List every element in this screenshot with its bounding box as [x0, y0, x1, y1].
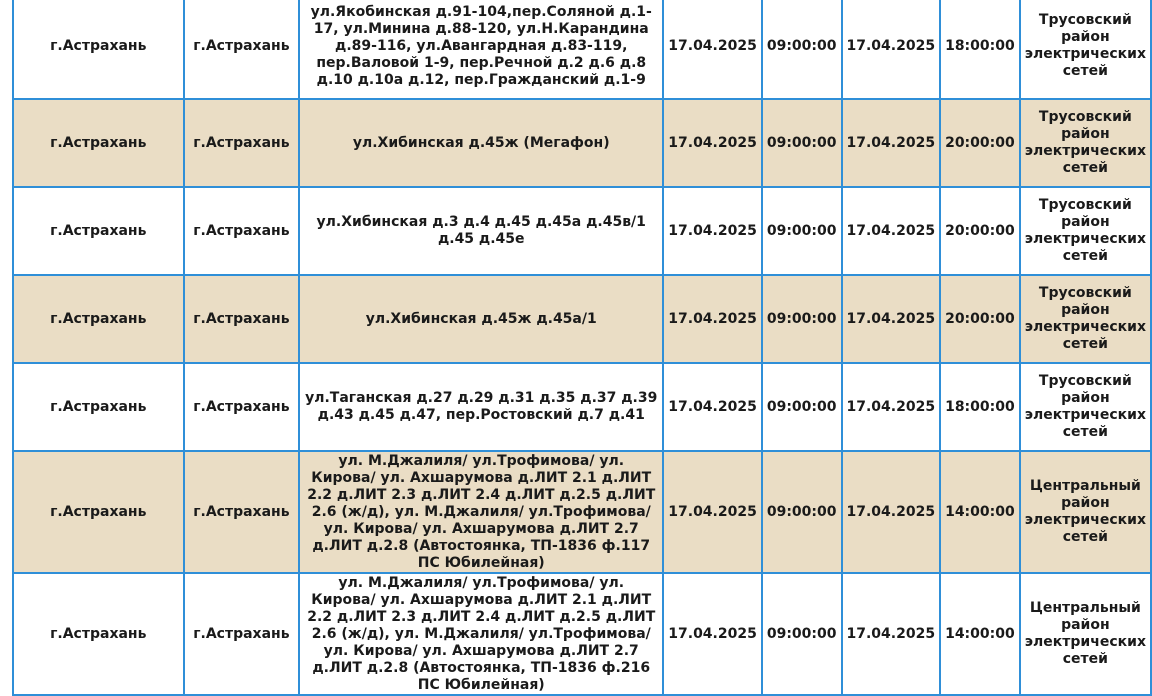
address-cell: ул.Таганская д.27 д.29 д.31 д.35 д.37 д.39 д.43 д.45 д.47, пер.Ростовский д.7 д.41 [299, 363, 663, 451]
locality-cell: г.Астрахань [184, 275, 300, 363]
locality-cell: г.Астрахань [184, 451, 300, 573]
address-cell: ул.Хибинская д.45ж (Мегафон) [299, 99, 663, 187]
locality-cell: г.Астрахань [184, 573, 300, 695]
end-date-cell: 17.04.2025 [842, 275, 941, 363]
start-date-cell: 17.04.2025 [663, 573, 762, 695]
end-date-cell: 17.04.2025 [842, 573, 941, 695]
city-cell: г.Астрахань [13, 363, 184, 451]
start-time-cell: 09:00:00 [762, 363, 842, 451]
address-cell: ул. М.Джалиля/ ул.Трофимова/ ул. Кирова/ ул. Ахшарумова д.ЛИТ 2.1 д.ЛИТ 2.2 д.ЛИТ 2.3 д.ЛИТ 2.4 д.ЛИТ д.2.5 д.ЛИТ 2.6 (ж/д), ул. М.Джалиля/ ул.Трофимова/ ул. Кирова/ ул. Ахшарумова д.ЛИТ 2.7 д.ЛИТ д.2.8 (Автостоянка, ТП-1836 ф.117 ПС Юбилейная) [299, 451, 663, 573]
district-cell: Трусовский район электрических сетей [1020, 363, 1151, 451]
table-row [13, 573, 1151, 695]
start-date-cell: 17.04.2025 [663, 451, 762, 573]
end-date-cell: 17.04.2025 [842, 99, 941, 187]
start-date-cell: 17.04.2025 [663, 0, 762, 99]
end-time-cell: 14:00:00 [940, 451, 1020, 573]
end-time-cell: 18:00:00 [940, 363, 1020, 451]
district-cell: Центральный район электрических сетей [1020, 451, 1151, 573]
district-cell: Трусовский район электрических сетей [1020, 99, 1151, 187]
table-row [13, 451, 1151, 573]
end-time-cell: 20:00:00 [940, 99, 1020, 187]
table-row [13, 0, 1151, 99]
city-cell: г.Астрахань [13, 0, 184, 99]
table-row [13, 275, 1151, 363]
start-time-cell: 09:00:00 [762, 99, 842, 187]
start-date-cell: 17.04.2025 [663, 275, 762, 363]
district-cell: Трусовский район электрических сетей [1020, 275, 1151, 363]
start-date-cell: 17.04.2025 [663, 187, 762, 275]
end-time-cell: 20:00:00 [940, 275, 1020, 363]
start-time-cell: 09:00:00 [762, 0, 842, 99]
table-row [13, 187, 1151, 275]
city-cell: г.Астрахань [13, 451, 184, 573]
table-row [13, 363, 1151, 451]
address-cell: ул.Хибинская д.3 д.4 д.45 д.45а д.45в/1 д.45 д.45е [299, 187, 663, 275]
end-date-cell: 17.04.2025 [842, 363, 941, 451]
start-time-cell: 09:00:00 [762, 573, 842, 695]
end-date-cell: 17.04.2025 [842, 0, 941, 99]
district-cell: Трусовский район электрических сетей [1020, 187, 1151, 275]
power-outage-table [12, 0, 1152, 696]
city-cell: г.Астрахань [13, 275, 184, 363]
end-time-cell: 18:00:00 [940, 0, 1020, 99]
outage-table-container [12, 0, 1152, 696]
locality-cell: г.Астрахань [184, 99, 300, 187]
address-cell: ул. М.Джалиля/ ул.Трофимова/ ул. Кирова/ ул. Ахшарумова д.ЛИТ 2.1 д.ЛИТ 2.2 д.ЛИТ 2.3 д.ЛИТ 2.4 д.ЛИТ д.2.5 д.ЛИТ 2.6 (ж/д), ул. М.Джалиля/ ул.Трофимова/ ул. Кирова/ ул. Ахшарумова д.ЛИТ 2.7 д.ЛИТ д.2.8 (Автостоянка, ТП-1836 ф.216 ПС Юбилейная) [299, 573, 663, 695]
district-cell: Трусовский район электрических сетей [1020, 0, 1151, 99]
city-cell: г.Астрахань [13, 187, 184, 275]
city-cell: г.Астрахань [13, 573, 184, 695]
locality-cell: г.Астрахань [184, 363, 300, 451]
start-date-cell: 17.04.2025 [663, 99, 762, 187]
end-date-cell: 17.04.2025 [842, 187, 941, 275]
end-time-cell: 20:00:00 [940, 187, 1020, 275]
start-date-cell: 17.04.2025 [663, 363, 762, 451]
start-time-cell: 09:00:00 [762, 451, 842, 573]
district-cell: Центральный район электрических сетей [1020, 573, 1151, 695]
locality-cell: г.Астрахань [184, 187, 300, 275]
address-cell: ул.Хибинская д.45ж д.45а/1 [299, 275, 663, 363]
locality-cell: г.Астрахань [184, 0, 300, 99]
address-cell: ул.Якобинская д.91-104,пер.Соляной д.1-17, ул.Минина д.88-120, ул.Н.Карандина д.89-116, ул.Авангардная д.83-119, пер.Валовой 1-9, пер.Речной д.2 д.6 д.8 д.10 д.10а д.12, пер.Гражданский д.1-9 [299, 0, 663, 99]
table-row [13, 99, 1151, 187]
end-time-cell: 14:00:00 [940, 573, 1020, 695]
end-date-cell: 17.04.2025 [842, 451, 941, 573]
start-time-cell: 09:00:00 [762, 187, 842, 275]
start-time-cell: 09:00:00 [762, 275, 842, 363]
city-cell: г.Астрахань [13, 99, 184, 187]
